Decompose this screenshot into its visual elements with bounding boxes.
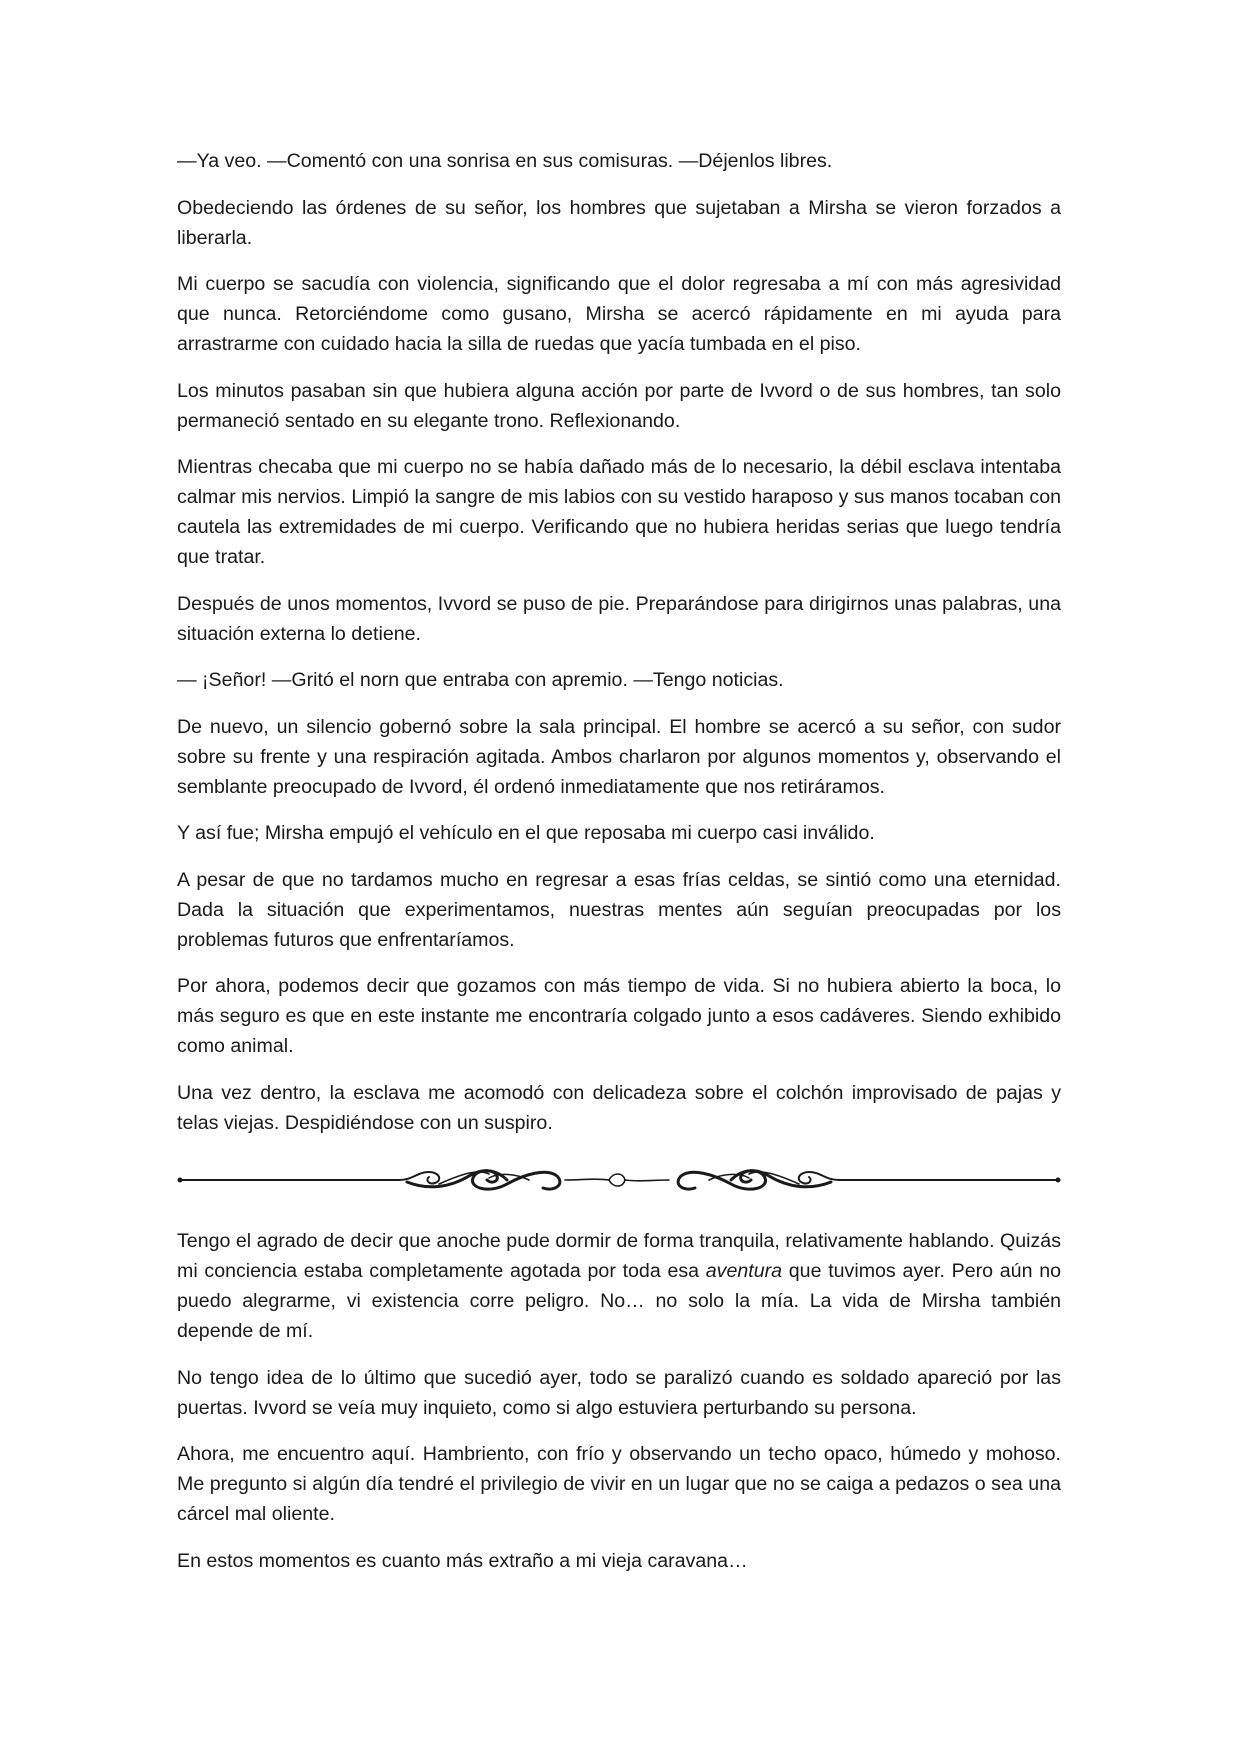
paragraph-14: No tengo idea de lo último que sucedió ayer, todo se paralizó cuando es soldado apareció por las puertas. Ivvord se veía muy inquieto, como si algo estuviera perturbando su persona. bbox=[177, 1366, 1061, 1419]
paragraph-11: Por ahora, podemos decir que gozamos con más tiempo de vida. Si no hubiera abierto la boca, lo más seguro es que en este instante me encontraría colgado junto a esos cadáveres. Siendo exhibido como animal. bbox=[177, 975, 1061, 1057]
paragraph-9: Y así fue; Mirsha empujó el vehículo en el que reposaba mi cuerpo casi inválido. bbox=[177, 822, 875, 844]
paragraph-5: Mientras checaba que mi cuerpo no se había dañado más de lo necesario, la débil esclava intentaba calmar mis nervios. Limpió la sangre de mis labios con su vestido haraposo y sus manos tocaban con cautela las extremidades de mi cuerpo. Verificando que no hubiera heridas serias que luego tendría que tratar. bbox=[177, 456, 1061, 568]
flourish-divider-icon bbox=[177, 1154, 1061, 1206]
paragraph-8: De nuevo, un silencio gobernó sobre la sala principal. El hombre se acercó a su señor, con sudor sobre su frente y una respiración agitada. Ambos charlaron por algunos momentos y, observando el semblante preocupado de Ivvord, él ordenó inmediatamente que nos retiráramos. bbox=[177, 715, 1061, 798]
document-page bbox=[177, 146, 1061, 1592]
paragraph-15: Ahora, me encuentro aquí. Hambriento, con frío y observando un techo opaco, húmedo y mohoso. Me pregunto si algún día tendré el privilegio de vivir en un lugar que no se caiga a pedazos o sea una cárcel mal oliente. bbox=[177, 1443, 1061, 1525]
paragraph-4: Los minutos pasaban sin que hubiera alguna acción por parte de Ivvord o de sus hombres, tan solo permaneció sentado en su elegante trono. Reflexionando. bbox=[177, 379, 1061, 432]
paragraph-12: Una vez dentro, la esclava me acomodó con delicadeza sobre el colchón improvisado de pajas y telas viejas. Despidiéndose con un suspiro. bbox=[177, 1081, 1061, 1134]
paragraph-7: — ¡Señor! —Gritó el norn que entraba con apremio. —Tengo noticias. bbox=[177, 669, 784, 691]
paragraph-13-text-b: que tuvimos ayer. Pero aún no puedo alegrarme, vi existencia corre peligro. No… no solo la mía. La vida de Mirsha también depende de mí. bbox=[177, 1260, 1061, 1342]
paragraph-13-italic: aventura bbox=[705, 1260, 783, 1282]
paragraph-1: —Ya veo. —Comentó con una sonrisa en sus comisuras. —Déjenlos libres. bbox=[177, 150, 833, 172]
paragraph-3: Mi cuerpo se sacudía con violencia, significando que el dolor regresaba a mí con más agresividad que nunca. Retorciéndome como gusano, Mirsha se acercó rápidamente en mi ayuda para arrastrarme con cuidado hacia la silla de ruedas que yacía tumbada en el piso. bbox=[177, 273, 1061, 355]
paragraph-13-text-a: Tengo el agrado de decir que anoche pude dormir de forma tranquila, relativamente hablando. Quizás mi conciencia estaba completamente agotada por toda esa bbox=[177, 1230, 1061, 1282]
paragraph-2: Obedeciendo las órdenes de su señor, los hombres que sujetaban a Mirsha se vieron forzados a liberarla. bbox=[177, 196, 1061, 249]
paragraph-10: A pesar de que no tardamos mucho en regresar a esas frías celdas, se sintió como una eternidad. Dada la situación que experimentamos, nuestras mentes aún seguían preocupadas por los problemas futuros que enfrentaríamos. bbox=[177, 868, 1061, 951]
paragraph-16: En estos momentos es cuanto más extraño a mi vieja caravana… bbox=[177, 1549, 748, 1572]
paragraph-13 bbox=[177, 1226, 1061, 1346]
paragraph-6: Después de unos momentos, Ivvord se puso de pie. Preparándose para dirigirnos unas palabras, una situación externa lo detiene. bbox=[177, 592, 1061, 645]
